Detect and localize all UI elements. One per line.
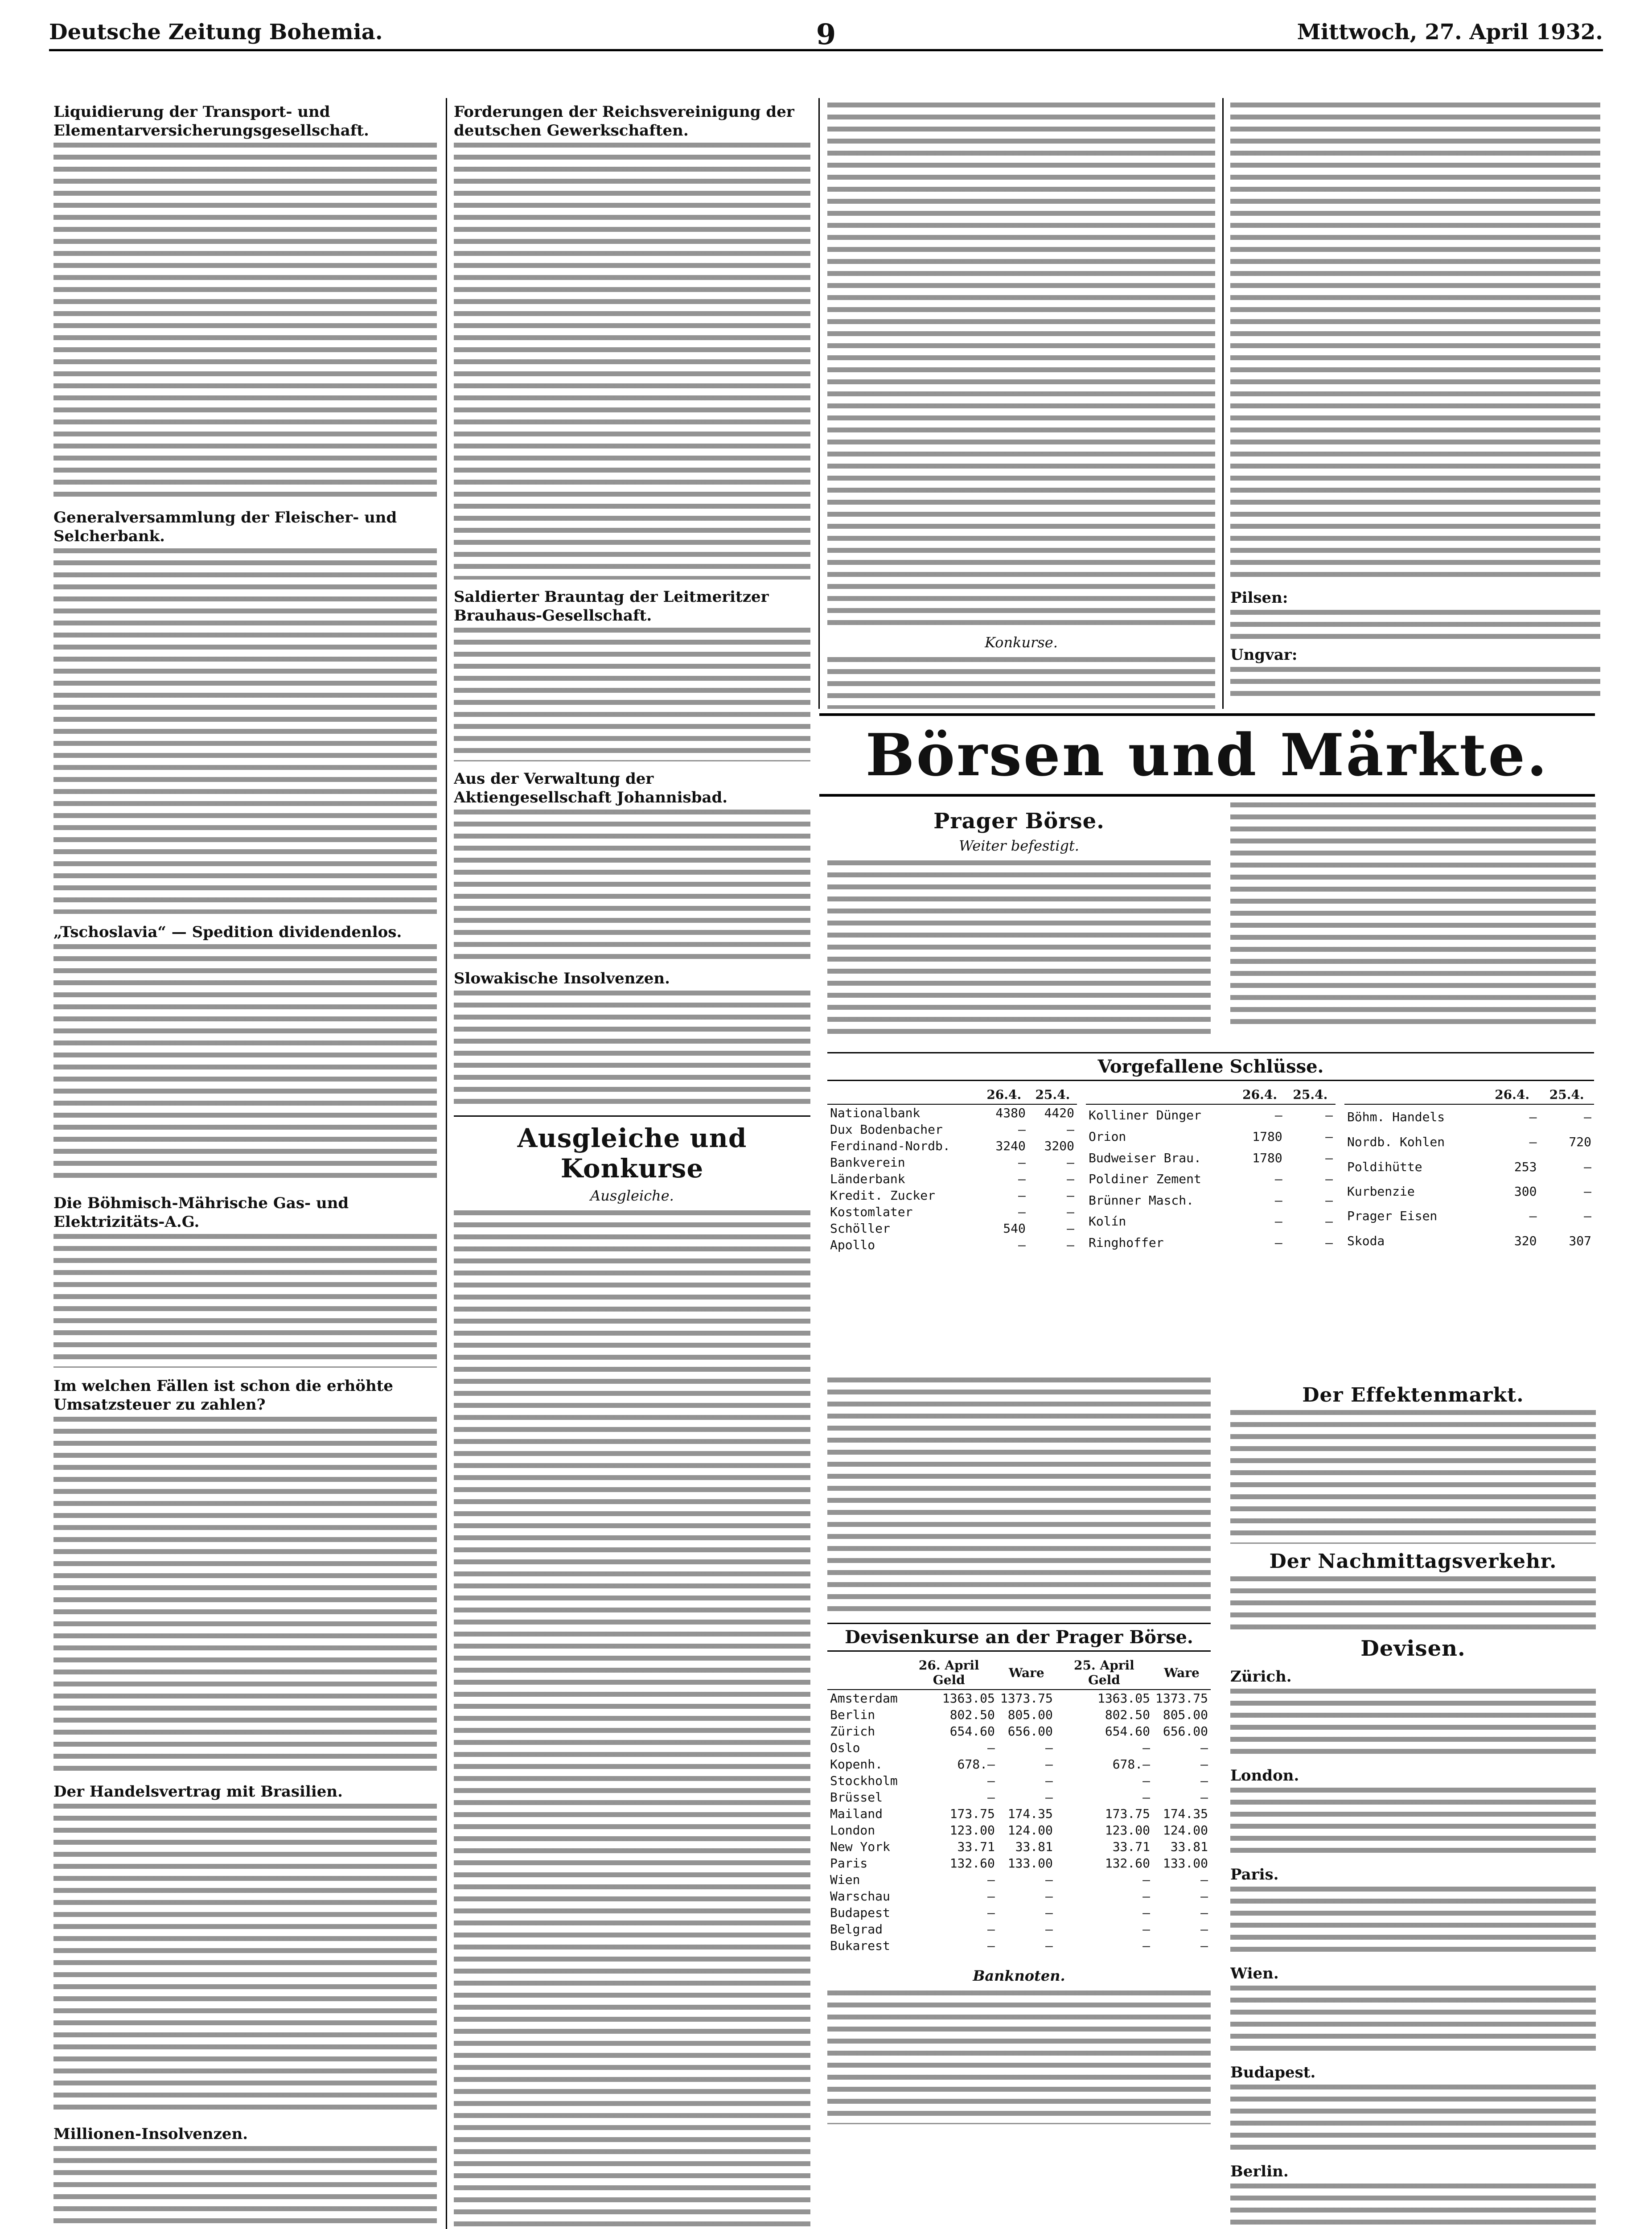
table-cell: —	[1529, 1110, 1537, 1125]
table-cell: —	[1045, 1889, 1053, 1904]
table-cell: 654.60	[949, 1724, 995, 1739]
table-cell: —	[1325, 1129, 1333, 1144]
table-cell: 253	[1514, 1159, 1537, 1174]
table-cell: —	[1200, 1938, 1208, 1953]
table-cell: —	[1142, 1872, 1150, 1887]
table-row	[1086, 1126, 1336, 1147]
row-label: Orion	[1089, 1129, 1126, 1144]
table-cell: 720	[1569, 1135, 1591, 1150]
row-label: Schöller	[830, 1221, 890, 1236]
table-cell: 656.00	[1163, 1724, 1208, 1739]
table-cell: —	[1142, 1790, 1150, 1805]
row-label: Budweiser Brau.	[1089, 1150, 1201, 1165]
table-row	[1086, 1147, 1336, 1168]
table-cell: 1780	[1252, 1150, 1282, 1165]
masthead-date: Mittwoch, 27. April 1932.	[1297, 20, 1603, 45]
table-cell: 173.75	[1105, 1806, 1150, 1821]
table-row	[1086, 1211, 1336, 1232]
table-cell: —	[1018, 1188, 1026, 1203]
table-row	[827, 1789, 1211, 1805]
table-cell: 133.00	[1163, 1856, 1208, 1871]
table-cell: —	[1200, 1740, 1208, 1755]
column-header: 25.4.	[1028, 1086, 1077, 1104]
table-cell: —	[1018, 1155, 1026, 1170]
table-cell: —	[1067, 1205, 1074, 1219]
row-label: Budapest	[830, 1905, 890, 1920]
devisen-city-heading: Zürich.	[1230, 1668, 1292, 1686]
table-cell: —	[1325, 1214, 1333, 1229]
table-row	[827, 1220, 1077, 1237]
table-cell: —	[1045, 1922, 1053, 1937]
table-row	[827, 1104, 1077, 1121]
column-4	[1230, 103, 1600, 709]
table-cell: 307	[1569, 1233, 1591, 1248]
table-row	[827, 1138, 1077, 1154]
table-cell: 805.00	[1007, 1707, 1053, 1722]
row-label: Berlin	[830, 1707, 875, 1722]
row-label: Ringhoffer	[1089, 1235, 1164, 1250]
table-cell: —	[1142, 1922, 1150, 1937]
article-heading: Der Handelsvertrag mit Brasilien.	[53, 1783, 343, 1801]
section-rule	[454, 1115, 810, 1117]
section-subtitle: Ausgleiche.	[590, 1187, 674, 1204]
masthead	[49, 18, 1603, 51]
devisen-city-list	[1230, 1667, 1596, 2229]
row-label: Poldihütte	[1347, 1159, 1422, 1174]
table-cell: 33.71	[1112, 1839, 1150, 1854]
table-cell: —	[1274, 1235, 1282, 1250]
table-cell: —	[1200, 1790, 1208, 1805]
table-cell: —	[987, 1773, 995, 1788]
article-body	[454, 991, 810, 1106]
table-row	[1086, 1232, 1336, 1253]
table-cell: —	[987, 1922, 995, 1937]
row-label: Nationalbank	[830, 1106, 921, 1120]
table-cell: —	[1045, 1905, 1053, 1920]
table-row	[827, 1904, 1211, 1921]
column-rule	[1222, 98, 1224, 709]
table-cell: 540	[1003, 1221, 1026, 1236]
table-cell: —	[1529, 1135, 1537, 1150]
table-cell: —	[987, 1905, 995, 1920]
devisen-city-heading: Berlin.	[1230, 2163, 1289, 2180]
article-body	[53, 944, 437, 1185]
table-row	[827, 1921, 1211, 1937]
table-row	[827, 1888, 1211, 1904]
table-cell: 4420	[1044, 1106, 1074, 1120]
section-subtitle: Banknoten.	[973, 1967, 1065, 1984]
article-body	[1230, 667, 1600, 703]
row-label: Oslo	[830, 1740, 860, 1755]
table-cell: —	[1200, 1773, 1208, 1788]
table-cell: 678.—	[957, 1757, 995, 1772]
table-cell: —	[1045, 1757, 1053, 1772]
section-title-nachmittag: Der Nachmittagsverkehr.	[1269, 1550, 1557, 1573]
table-cell: 1363.05	[1097, 1691, 1150, 1706]
closing-prices-table	[1086, 1086, 1336, 1253]
table-row	[1344, 1130, 1594, 1154]
article-heading: Ungvar:	[1230, 646, 1298, 664]
table-cell: 174.35	[1007, 1806, 1053, 1821]
table-cell: —	[1142, 1889, 1150, 1904]
table-cell: —	[1045, 1938, 1053, 1953]
table-cell: —	[1325, 1235, 1333, 1250]
page-number: 9	[816, 18, 836, 51]
table-cell: 656.00	[1007, 1724, 1053, 1739]
devisen-city-heading: Paris.	[1230, 1866, 1279, 1884]
table-row	[827, 1871, 1211, 1888]
devisenkurse-table	[827, 1656, 1211, 1954]
table-cell: 173.75	[949, 1806, 995, 1821]
column-3	[827, 103, 1215, 709]
table-cell: —	[1018, 1122, 1026, 1137]
table-cell: 33.81	[1015, 1839, 1053, 1854]
table-row	[1344, 1229, 1594, 1253]
table-row	[827, 1822, 1211, 1838]
table-cell: —	[1045, 1773, 1053, 1788]
table-cell: 300	[1514, 1184, 1537, 1199]
article-body	[53, 1234, 437, 1368]
table-cell: —	[1067, 1172, 1074, 1186]
table-row	[827, 1740, 1211, 1756]
table-row	[827, 1855, 1211, 1871]
table-cell: 802.50	[949, 1707, 995, 1722]
table-cell: —	[1200, 1872, 1208, 1887]
table-row	[1344, 1154, 1594, 1179]
table-cell: 33.71	[957, 1839, 995, 1854]
table-cell: —	[1325, 1150, 1333, 1165]
table-cell: 805.00	[1163, 1707, 1208, 1722]
table-cell: —	[1274, 1108, 1282, 1123]
article-body	[1230, 802, 1596, 1025]
table-cell: 1373.75	[1155, 1691, 1208, 1706]
closing-prices-title: Vorgefallene Schlüsse.	[827, 1052, 1594, 1081]
table-cell: —	[1067, 1122, 1074, 1137]
article-heading: Slowakische Insolvenzen.	[454, 970, 670, 987]
article-heading: Saldierter Brauntag der Leitmeritzer Brauhaus-Gesellschaft.	[454, 588, 769, 625]
table-cell: 132.60	[949, 1856, 995, 1871]
closing-prices-block	[827, 1048, 1594, 1360]
table-cell: —	[1045, 1790, 1053, 1805]
article-body	[827, 860, 1211, 1039]
table-cell: —	[1325, 1193, 1333, 1208]
row-label: Länderbank	[830, 1172, 905, 1186]
table-cell: —	[1200, 1757, 1208, 1772]
market-lower-left	[827, 1378, 1211, 2229]
table-cell: —	[1200, 1922, 1208, 1937]
row-label: Amsterdam	[830, 1691, 898, 1706]
article-body	[827, 657, 1215, 709]
article-heading: Millionen-Insolvenzen.	[53, 2125, 248, 2143]
row-label: Nordb. Kohlen	[1347, 1135, 1445, 1150]
table-cell: —	[1200, 1905, 1208, 1920]
table-row	[827, 1690, 1211, 1707]
row-label: Wien	[830, 1872, 860, 1887]
article-body	[827, 103, 1215, 629]
column-header: 26.4.	[1234, 1086, 1285, 1104]
article-heading: Die Böhmisch-Mährische Gas- und Elektrizitäts-A.G.	[53, 1194, 349, 1231]
article-heading: Aus der Verwaltung der Aktiengesellschaft Johannisbad.	[454, 770, 728, 806]
table-cell: —	[1274, 1172, 1282, 1187]
article-body	[454, 143, 810, 580]
table-cell: 133.00	[1007, 1856, 1053, 1871]
column-rule	[818, 98, 820, 709]
devisen-city-heading: London.	[1230, 1767, 1299, 1785]
article-heading: Liquidierung der Transport- und Elementarversicherungsgesellschaft.	[53, 103, 369, 140]
row-label: Dux Bodenbacher	[830, 1122, 943, 1137]
table-row	[827, 1723, 1211, 1740]
article-heading: Forderungen der Reichsvereinigung der deutschen Gewerkschaften.	[454, 103, 794, 140]
article-body	[827, 1378, 1211, 1618]
table-cell: 802.50	[1105, 1707, 1150, 1722]
row-label: Bukarest	[830, 1938, 890, 1953]
article-body	[1230, 2184, 1596, 2229]
table-cell: —	[987, 1872, 995, 1887]
table-cell: —	[1529, 1209, 1537, 1224]
row-label: London	[830, 1823, 875, 1838]
article-body	[1230, 1576, 1596, 1630]
table-cell: —	[987, 1740, 995, 1755]
table-row	[1086, 1189, 1336, 1211]
table-cell: 678.—	[1112, 1757, 1150, 1772]
table-cell: —	[1067, 1188, 1074, 1203]
table-row	[827, 1773, 1211, 1789]
table-cell: 3200	[1044, 1139, 1074, 1153]
article-heading: Pilsen:	[1230, 589, 1288, 607]
row-label: Poldiner Zement	[1089, 1172, 1201, 1187]
column-1	[53, 103, 437, 2229]
row-label: Belgrad	[830, 1922, 883, 1937]
row-label: Böhm. Handels	[1347, 1110, 1445, 1125]
article-body	[1230, 1986, 1596, 2057]
table-cell: —	[1045, 1872, 1053, 1887]
article-body	[454, 1210, 810, 2229]
table-row	[1086, 1168, 1336, 1190]
table-cell: —	[1200, 1889, 1208, 1904]
table-row	[827, 1707, 1211, 1723]
article-body	[53, 548, 437, 914]
table-cell: —	[987, 1938, 995, 1953]
article-body	[454, 810, 810, 961]
table-cell: —	[1142, 1905, 1150, 1920]
banner-title: Börsen und Märkte.	[865, 721, 1549, 789]
table-cell: 124.00	[1007, 1823, 1053, 1838]
table-cell: —	[1067, 1155, 1074, 1170]
column-header	[827, 1656, 900, 1690]
table-row	[1344, 1204, 1594, 1228]
table-cell: —	[987, 1889, 995, 1904]
section-subtitle: Konkurse.	[985, 634, 1058, 651]
table-cell: —	[1018, 1238, 1026, 1252]
table-cell: —	[1018, 1172, 1026, 1186]
table-row	[827, 1121, 1077, 1138]
masthead-title: Deutsche Zeitung Bohemia.	[49, 20, 383, 45]
table-cell: —	[1142, 1938, 1150, 1953]
table-cell: 1373.75	[1000, 1691, 1053, 1706]
row-label: Brüssel	[830, 1790, 883, 1805]
table-row	[827, 1805, 1211, 1822]
row-label: New York	[830, 1839, 890, 1854]
column-header: 26.4.	[980, 1086, 1028, 1104]
table-cell: —	[1584, 1110, 1591, 1125]
table-row	[1344, 1179, 1594, 1204]
closing-prices-table	[827, 1086, 1077, 1253]
article-body	[1230, 1410, 1596, 1544]
column-rule	[446, 98, 447, 2229]
table-cell: —	[1584, 1184, 1591, 1199]
section-title-ausgleiche: Ausgleiche und Konkurse	[517, 1123, 747, 1184]
section-title-prager-boerse: Prager Börse.	[933, 809, 1105, 834]
table-row	[827, 1154, 1077, 1171]
devisen-city-heading: Budapest.	[1230, 2064, 1316, 2081]
table-cell: —	[1142, 1740, 1150, 1755]
article-heading: Generalversammlung der Fleischer- und Selcherbank.	[53, 509, 397, 545]
row-label: Zürich	[830, 1724, 875, 1739]
row-label: Stockholm	[830, 1773, 898, 1788]
devisen-city-heading: Wien.	[1230, 1965, 1279, 1982]
table-row	[827, 1937, 1211, 1954]
table-row	[827, 1171, 1077, 1187]
row-label: Kredit. Zucker	[830, 1188, 936, 1203]
article-heading: Im welchen Fällen ist schon die erhöhte Umsatzsteuer zu zahlen?	[53, 1377, 394, 1414]
column-header: 25. April Geld	[1056, 1656, 1153, 1690]
row-label: Kurbenzie	[1347, 1184, 1415, 1199]
section-banner	[819, 713, 1595, 797]
row-label: Warschau	[830, 1889, 890, 1904]
article-body	[53, 2146, 437, 2229]
row-label: Brünner Masch.	[1089, 1193, 1194, 1208]
table-cell: 132.60	[1105, 1856, 1150, 1871]
table-row	[1086, 1104, 1336, 1126]
section-title-devisen: Devisen.	[1360, 1636, 1466, 1661]
article-body	[1230, 1887, 1596, 1958]
table-cell: —	[1045, 1740, 1053, 1755]
table-cell: 33.81	[1170, 1839, 1208, 1854]
table-cell: —	[1584, 1159, 1591, 1174]
table-cell: —	[1142, 1773, 1150, 1788]
column-header: 26. April Geld	[900, 1656, 998, 1690]
article-heading: „Tschoslavia“ — Spedition dividendenlos.	[53, 923, 402, 941]
table-cell: 123.00	[1105, 1823, 1150, 1838]
row-label: Kostomlater	[830, 1205, 913, 1219]
section-subtitle: Weiter befestigt.	[959, 837, 1079, 854]
table-cell: 123.00	[949, 1823, 995, 1838]
column-2	[454, 103, 810, 2229]
devisenkurse-title: Devisenkurse an der Prager Börse.	[827, 1623, 1211, 1652]
row-label: Paris	[830, 1856, 868, 1871]
row-label: Skoda	[1347, 1233, 1385, 1248]
table-cell: —	[1325, 1172, 1333, 1187]
table-row	[1344, 1104, 1594, 1130]
table-cell: —	[1067, 1238, 1074, 1252]
column-header: Ware	[1153, 1656, 1211, 1690]
table-cell: 1363.05	[942, 1691, 995, 1706]
article-body	[1230, 103, 1600, 584]
table-row	[827, 1756, 1211, 1773]
table-cell: 1780	[1252, 1129, 1282, 1144]
row-label: Kolín	[1089, 1214, 1126, 1229]
row-label: Mailand	[830, 1806, 883, 1821]
article-body	[1230, 610, 1600, 646]
table-cell: —	[1274, 1214, 1282, 1229]
table-row	[827, 1204, 1077, 1220]
table-cell: 174.35	[1163, 1806, 1208, 1821]
article-body	[827, 1990, 1211, 2124]
row-label: Apollo	[830, 1238, 875, 1252]
table-cell: —	[1274, 1193, 1282, 1208]
table-cell: 4380	[995, 1106, 1026, 1120]
column-header: 25.4.	[1539, 1086, 1594, 1104]
table-cell: —	[1018, 1205, 1026, 1219]
table-row	[827, 1187, 1077, 1204]
market-lower-right	[1230, 1378, 1596, 2229]
column-header: Ware	[998, 1656, 1056, 1690]
article-body	[1230, 2085, 1596, 2156]
row-label: Bankverein	[830, 1155, 905, 1170]
section-title-effektenmarkt: Der Effektenmarkt.	[1302, 1384, 1524, 1406]
table-cell: —	[1067, 1221, 1074, 1236]
article-body	[53, 143, 437, 499]
table-row	[827, 1838, 1211, 1855]
row-label: Ferdinand-Nordb.	[830, 1139, 950, 1153]
table-cell: 124.00	[1163, 1823, 1208, 1838]
row-label: Kopenh.	[830, 1757, 883, 1772]
table-cell: 320	[1514, 1233, 1537, 1248]
article-body	[53, 1417, 437, 1773]
article-body	[1230, 1788, 1596, 1859]
article-body	[454, 628, 810, 761]
table-cell: 3240	[995, 1139, 1026, 1153]
row-label: Kolliner Dünger	[1089, 1108, 1201, 1123]
table-row	[827, 1237, 1077, 1253]
article-body	[53, 1804, 437, 2116]
table-cell: —	[1325, 1108, 1333, 1123]
column-header: 26.4.	[1485, 1086, 1540, 1104]
article-body	[1230, 1689, 1596, 1760]
column-header: 25.4.	[1285, 1086, 1336, 1104]
row-label: Prager Eisen	[1347, 1209, 1438, 1224]
table-cell: —	[987, 1790, 995, 1805]
closing-prices-table	[1344, 1086, 1594, 1253]
table-cell: —	[1584, 1209, 1591, 1224]
table-cell: 654.60	[1105, 1724, 1150, 1739]
